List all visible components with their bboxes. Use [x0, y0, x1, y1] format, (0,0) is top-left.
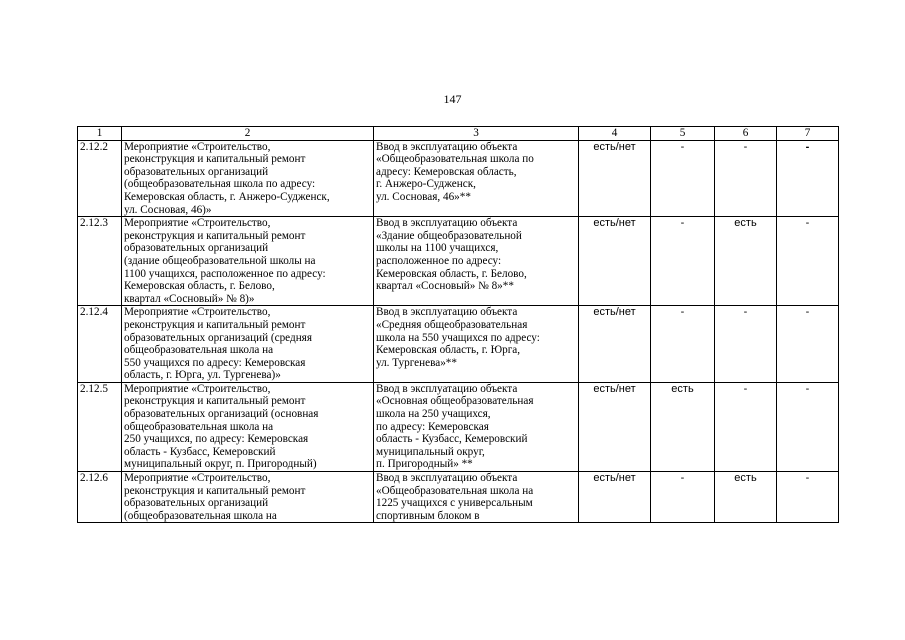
row-number: 2.12.6	[78, 472, 122, 523]
result-cell	[374, 472, 579, 523]
measure-line: Мероприятие «Строительство,	[124, 472, 271, 485]
table-row	[78, 217, 839, 306]
measure-line: реконструкция и капитальный ремонт	[124, 153, 306, 166]
measures-table	[77, 126, 839, 523]
table-row	[78, 382, 839, 471]
value-col4: есть/нет	[579, 306, 651, 383]
measure-line: образовательных организаций (основная	[124, 408, 319, 421]
measure-line: Мероприятие «Строительство,	[124, 382, 271, 395]
col-header: 7	[777, 127, 839, 141]
value-col7: -	[777, 472, 839, 523]
result-line: Кемеровская область, г. Юрга,	[376, 344, 521, 357]
result-line: Ввод в эксплуатацию объекта	[376, 140, 518, 153]
result-line: «Общеобразовательная школа на	[376, 484, 534, 497]
measure-line: Кемеровская область, г. Белово,	[124, 280, 275, 293]
table-row	[78, 472, 839, 523]
result-line: п. Пригородный» **	[376, 458, 473, 471]
col-header: 6	[715, 127, 777, 141]
measure-line: образовательных организаций	[124, 497, 269, 510]
result-line: «Основная общеобразовательная	[376, 395, 534, 408]
value-col5: -	[651, 140, 715, 217]
measure-line: область, г. Юрга, ул. Тургенева)»	[124, 369, 281, 382]
value-col7: -	[777, 217, 839, 306]
measure-line: реконструкция и капитальный ремонт	[124, 395, 306, 408]
value-col6: -	[715, 382, 777, 471]
result-line: «Здание общеобразовательной	[376, 229, 522, 242]
table-row	[78, 306, 839, 383]
col-header: 2	[122, 127, 374, 141]
measure-cell	[122, 472, 374, 523]
measure-line: 550 учащихся по адресу: Кемеровская	[124, 356, 306, 369]
result-line: спортивным блоком в	[376, 509, 480, 522]
result-line: «Средняя общеобразовательная	[376, 318, 528, 331]
result-line: г. Анжеро-Судженск,	[376, 178, 476, 191]
col-header: 3	[374, 127, 579, 141]
measure-line: общеобразовательная школа на	[124, 344, 274, 357]
result-line: Ввод в эксплуатацию объекта	[376, 382, 518, 395]
measure-line: образовательных организаций (средняя	[124, 331, 312, 344]
measure-line: образовательных организаций	[124, 165, 269, 178]
measure-line: Мероприятие «Строительство,	[124, 306, 271, 319]
value-col6: -	[715, 140, 777, 217]
measure-line: общеобразовательная школа на	[124, 420, 274, 433]
measure-line: Кемеровская область, г. Анжеро-Судженск,	[124, 190, 330, 203]
value-col6: -	[715, 306, 777, 383]
value-col7: -	[777, 306, 839, 383]
result-line: квартал «Сосновый» № 8»**	[376, 280, 514, 293]
value-col5: -	[651, 217, 715, 306]
page-number: 147	[443, 92, 462, 106]
value-col5: -	[651, 472, 715, 523]
row-number: 2.12.5	[78, 382, 122, 471]
result-line: ул. Тургенева»**	[376, 356, 457, 369]
result-line: Кемеровская область, г. Белово,	[376, 267, 527, 280]
value-col5: -	[651, 306, 715, 383]
result-line: Ввод в эксплуатацию объекта	[376, 217, 518, 230]
value-col4: есть/нет	[579, 140, 651, 217]
value-col4: есть/нет	[579, 217, 651, 306]
row-number: 2.12.4	[78, 306, 122, 383]
value-col7: -	[777, 140, 839, 217]
measure-cell	[122, 382, 374, 471]
result-line: Ввод в эксплуатацию объекта	[376, 306, 518, 319]
measure-cell	[122, 217, 374, 306]
col-header: 5	[651, 127, 715, 141]
result-line: по адресу: Кемеровская	[376, 420, 489, 433]
measure-line: квартал «Сосновый» № 8)»	[124, 292, 255, 305]
measure-line: (здание общеобразовательной школы на	[124, 254, 316, 267]
table-row	[78, 140, 839, 217]
measure-line: муниципальный округ, п. Пригородный)	[124, 458, 317, 471]
measure-line: реконструкция и капитальный ремонт	[124, 318, 306, 331]
measure-line: реконструкция и капитальный ремонт	[124, 484, 306, 497]
measure-cell	[122, 306, 374, 383]
result-cell	[374, 382, 579, 471]
measure-line: область - Кузбасс, Кемеровский	[124, 445, 276, 458]
result-line: расположенное по адресу:	[376, 254, 502, 267]
result-line: школа на 550 учащихся по адресу:	[376, 331, 540, 344]
result-line: школа на 250 учащихся,	[376, 408, 491, 421]
col-header: 1	[78, 127, 122, 141]
result-line: 1225 учащихся с универсальным	[376, 497, 533, 510]
result-line: школы на 1100 учащихся,	[376, 242, 499, 255]
value-col4: есть/нет	[579, 382, 651, 471]
result-line: муниципальный округ,	[376, 445, 485, 458]
result-cell	[374, 217, 579, 306]
result-cell	[374, 140, 579, 217]
result-line: ул. Сосновая, 46»**	[376, 190, 471, 203]
measure-line: (общеобразовательная школа на	[124, 509, 277, 522]
value-col6: есть	[715, 217, 777, 306]
value-col5: есть	[651, 382, 715, 471]
result-line: адресу: Кемеровская область,	[376, 165, 517, 178]
measure-cell	[122, 140, 374, 217]
row-number: 2.12.2	[78, 140, 122, 217]
measure-line: реконструкция и капитальный ремонт	[124, 229, 306, 242]
measure-line: Мероприятие «Строительство,	[124, 140, 271, 153]
row-number: 2.12.3	[78, 217, 122, 306]
value-col6: есть	[715, 472, 777, 523]
result-line: Ввод в эксплуатацию объекта	[376, 472, 518, 485]
col-header: 4	[579, 127, 651, 141]
measure-line: образовательных организаций	[124, 242, 269, 255]
header-row	[78, 127, 839, 141]
value-col7: -	[777, 382, 839, 471]
result-line: «Общеобразовательная школа по	[376, 153, 534, 166]
measure-line: 1100 учащихся, расположенное по адресу:	[124, 267, 326, 280]
value-col4: есть/нет	[579, 472, 651, 523]
measure-line: (общеобразовательная школа по адресу:	[124, 178, 316, 191]
measure-line: Мероприятие «Строительство,	[124, 217, 271, 230]
measure-line: 250 учащихся, по адресу: Кемеровская	[124, 433, 309, 446]
measure-line: ул. Сосновая, 46)»	[124, 203, 212, 216]
result-cell	[374, 306, 579, 383]
result-line: область - Кузбасс, Кемеровский	[376, 433, 528, 446]
